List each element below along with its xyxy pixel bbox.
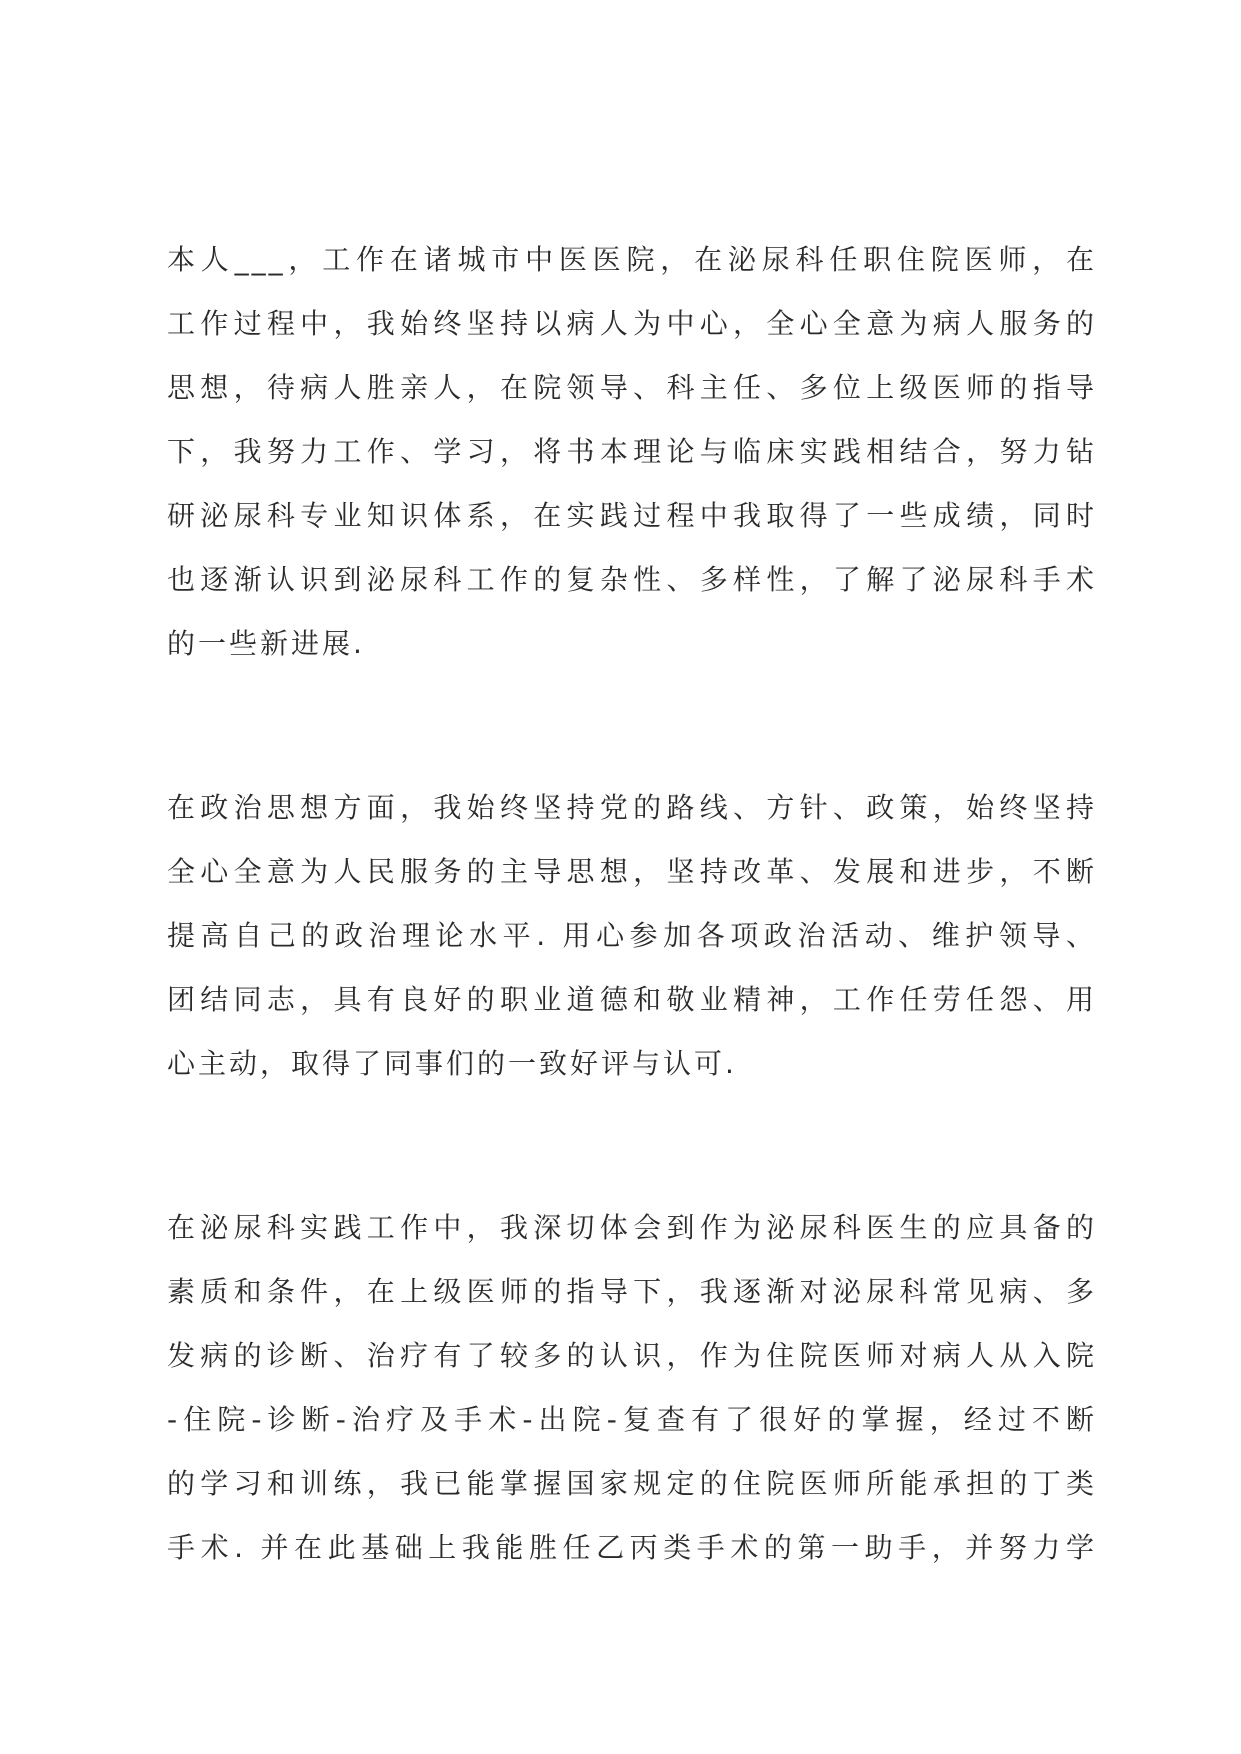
text-line: 思想，待病人胜亲人，在院领导、科主任、多位上级医师的指导	[167, 371, 1097, 404]
text-line: 研泌尿科专业知识体系，在实践过程中我取得了一些成绩，同时	[167, 499, 1097, 532]
text-line: 素质和条件，在上级医师的指导下，我逐渐对泌尿科常见病、多	[167, 1275, 1097, 1308]
text-line: 团结同志，具有良好的职业道德和敬业精神，工作任劳任怨、用	[167, 983, 1097, 1016]
text-line: 发病的诊断、治疗有了较多的认识，作为住院医师对病人从入院	[167, 1339, 1097, 1372]
text-line: 也逐渐认识到泌尿科工作的复杂性、多样性，了解了泌尿科手术	[167, 563, 1097, 596]
text-line: 在政治思想方面，我始终坚持党的路线、方针、政策，始终坚持	[167, 791, 1097, 824]
paragraph-intro	[167, 228, 1097, 676]
text-line: 下，我努力工作、学习，将书本理论与临床实践相结合，努力钻	[167, 435, 1097, 468]
text-line: 的学习和训练，我已能掌握国家规定的住院医师所能承担的丁类	[167, 1467, 1097, 1500]
text-line: 心主动，取得了同事们的一致好评与认可.	[167, 1047, 737, 1080]
text-line: 的一些新进展.	[167, 627, 365, 660]
paragraph-practice	[167, 1196, 1097, 1580]
document-body	[167, 228, 1097, 1580]
text-line: 全心全意为人民服务的主导思想，坚持改革、发展和进步，不断	[167, 855, 1097, 888]
text-line: 提高自己的政治理论水平. 用心参加各项政治活动、维护领导、	[167, 919, 1097, 952]
text-line: -住院-诊断-治疗及手术-出院-复查有了很好的掌握，经过不断	[167, 1403, 1097, 1436]
text-line: 在泌尿科实践工作中，我深切体会到作为泌尿科医生的应具备的	[167, 1211, 1097, 1244]
text-line: 本人___，工作在诸城市中医医院，在泌尿科任职住院医师，在	[167, 243, 1097, 276]
text-line: 手术. 并在此基础上我能胜任乙丙类手术的第一助手，并努力学	[167, 1531, 1097, 1564]
text-line: 工作过程中，我始终坚持以病人为中心，全心全意为病人服务的	[167, 307, 1097, 340]
paragraph-political	[167, 776, 1097, 1096]
